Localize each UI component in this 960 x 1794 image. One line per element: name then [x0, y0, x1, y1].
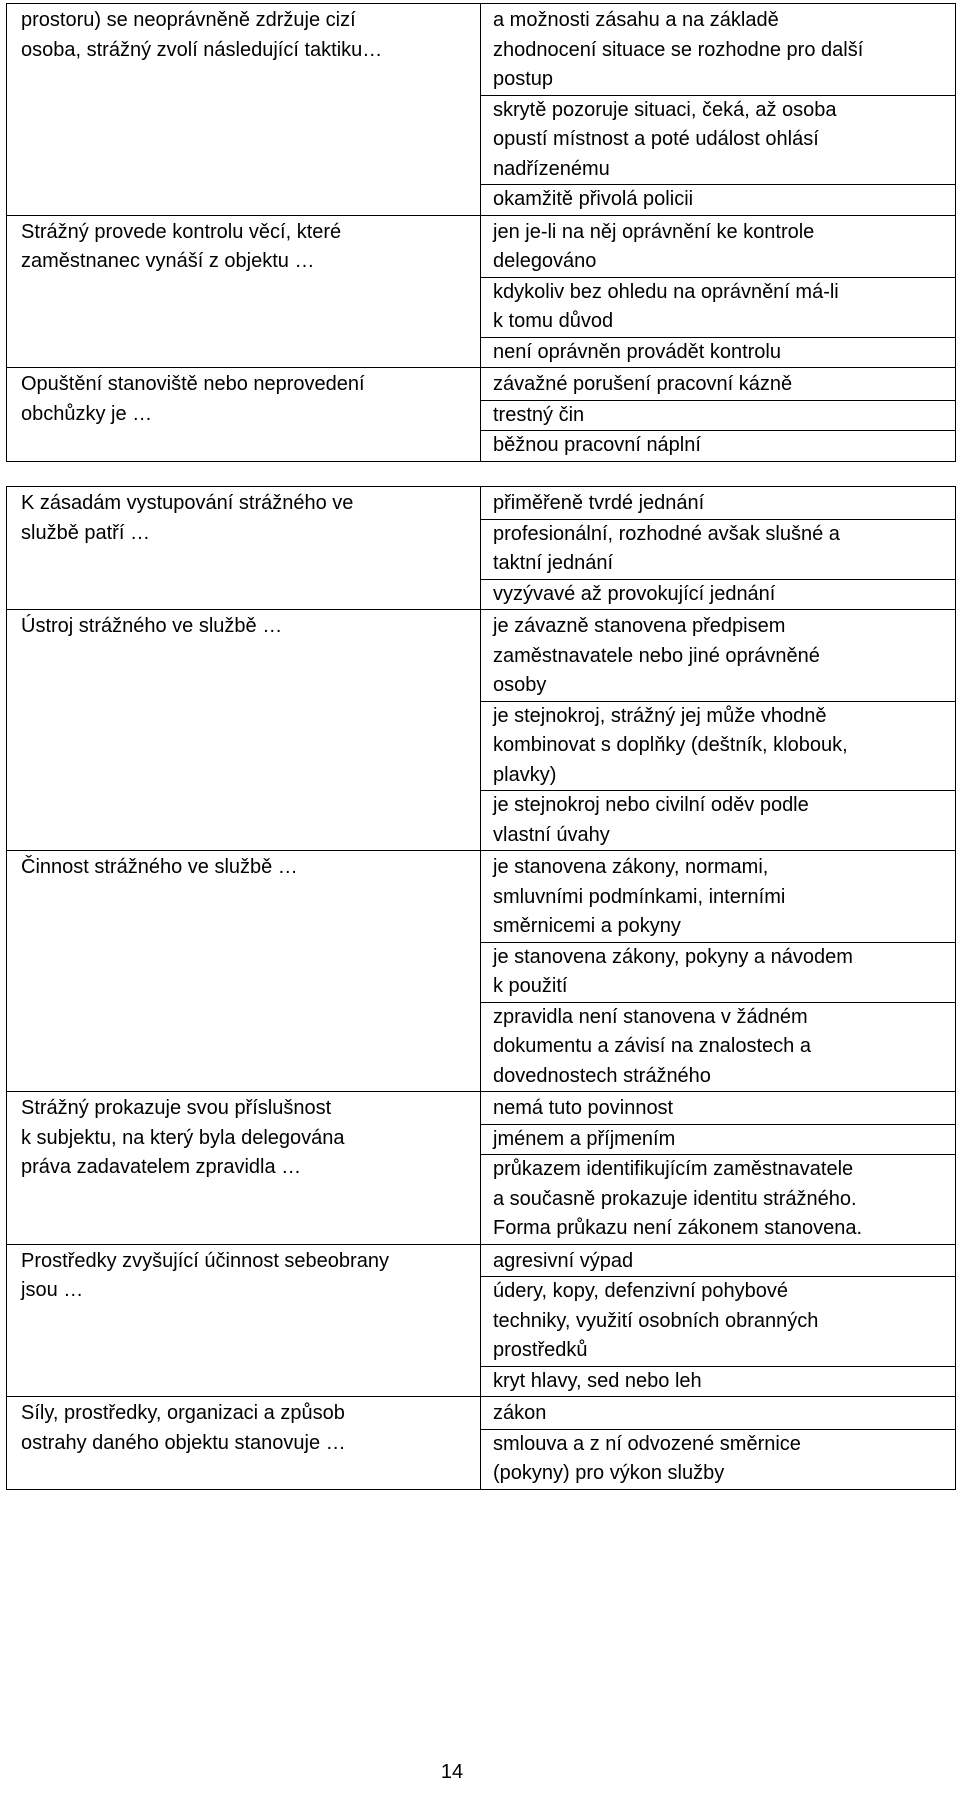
- question-table: [6, 486, 956, 1490]
- answer-option: je závazně stanovena předpisem zaměstnavatele nebo jiné oprávněné osoby: [481, 610, 955, 702]
- answer-option: vyzývavé až provokující jednání: [493, 582, 776, 605]
- answer-options: [481, 4, 955, 215]
- question-text: Ústroj strážného ve službě …: [7, 610, 481, 850]
- answer-options: [481, 1397, 955, 1489]
- answer-option: a možnosti zásahu a na základě zhodnocení situace se rozhodne pro další postup: [481, 4, 955, 96]
- page-number: 14: [440, 1761, 464, 1783]
- question-row: [7, 368, 955, 461]
- answer-options: [481, 1245, 955, 1397]
- answer-option: jen je-li na něj oprávnění ke kontrole delegováno: [481, 216, 955, 278]
- question-text: Opuštění stanoviště nebo neprovedení obchůzky je …: [7, 368, 481, 461]
- answer-options: [481, 1092, 955, 1244]
- answer-option: agresivní výpad: [481, 1245, 955, 1278]
- answer-option: jménem a příjmením: [481, 1125, 955, 1156]
- answer-option: profesionální, rozhodné avšak slušné a taktní jednání: [481, 520, 955, 580]
- answer-option: nemá tuto povinnost: [481, 1092, 955, 1125]
- answer-option: je stanovena zákony, normami, smluvními podmínkami, interními směrnicemi a pokyny: [481, 851, 955, 943]
- question-row: [7, 487, 955, 610]
- question-table: [6, 3, 956, 462]
- answer-options: [481, 368, 955, 461]
- answer-option: zákon: [481, 1397, 955, 1430]
- question-text: Činnost strážného ve službě …: [7, 851, 481, 1091]
- answer-option: běžnou pracovní náplní: [493, 434, 701, 456]
- question-text: Strážný prokazuje svou příslušnost k subjektu, na který byla delegována práva zadavatelem zpravidla …: [7, 1092, 481, 1244]
- answer-option: okamžitě přivolá policii: [493, 188, 694, 210]
- answer-option: je stejnokroj nebo civilní oděv podle vlastní úvahy: [493, 794, 809, 846]
- answer-options: [481, 610, 955, 850]
- answer-option: údery, kopy, defenzivní pohybové techniky, využití osobních obranných prostředků: [481, 1277, 955, 1367]
- answer-option: závažné porušení pracovní kázně: [481, 368, 955, 401]
- question-row: [7, 851, 955, 1092]
- answer-option: není oprávněn provádět kontrolu: [493, 340, 781, 363]
- question-row: [7, 1397, 955, 1489]
- answer-option: je stejnokroj, strážný jej může vhodně kombinovat s doplňky (deštník, klobouk, plavky): [481, 702, 955, 792]
- question-text: Prostředky zvyšující účinnost sebeobrany jsou …: [7, 1245, 481, 1397]
- answer-options: [481, 487, 955, 609]
- question-text: Strážný provede kontrolu věcí, které zaměstnanec vynáší z objektu …: [7, 216, 481, 368]
- answer-option: kdykoliv bez ohledu na oprávnění má-li k tomu důvod: [481, 278, 955, 338]
- answer-option: smlouva a z ní odvozené směrnice (pokyny) pro výkon služby: [493, 1432, 801, 1484]
- answer-option: zpravidla není stanovena v žádném dokumentu a závisí na znalostech a dovednostech strážného: [493, 1005, 811, 1087]
- question-text: prostoru) se neoprávněně zdržuje cizí osoba, strážný zvolí následující taktiku…: [7, 4, 481, 215]
- question-row: [7, 4, 955, 216]
- question-text: K zásadám vystupování strážného ve službě patří …: [7, 487, 481, 609]
- question-row: [7, 216, 955, 369]
- answer-options: [481, 216, 955, 368]
- answer-option: je stanovena zákony, pokyny a návodem k použití: [481, 943, 955, 1003]
- answer-option: přiměřeně tvrdé jednání: [481, 487, 955, 520]
- answer-option: skrytě pozoruje situaci, čeká, až osoba opustí místnost a poté událost ohlásí nadřízenému: [481, 96, 955, 186]
- question-row: [7, 1092, 955, 1245]
- answer-option: trestný čin: [481, 401, 955, 432]
- answer-option: průkazem identifikujícím zaměstnavatele a současně prokazuje identitu strážného. Forma průkazu není zákonem stanovena.: [493, 1158, 863, 1239]
- answer-option: kryt hlavy, sed nebo leh: [493, 1369, 702, 1392]
- question-text: Síly, prostředky, organizaci a způsob ostrahy daného objektu stanovuje …: [7, 1397, 481, 1489]
- answer-options: [481, 851, 955, 1091]
- question-row: [7, 610, 955, 851]
- question-row: [7, 1245, 955, 1398]
